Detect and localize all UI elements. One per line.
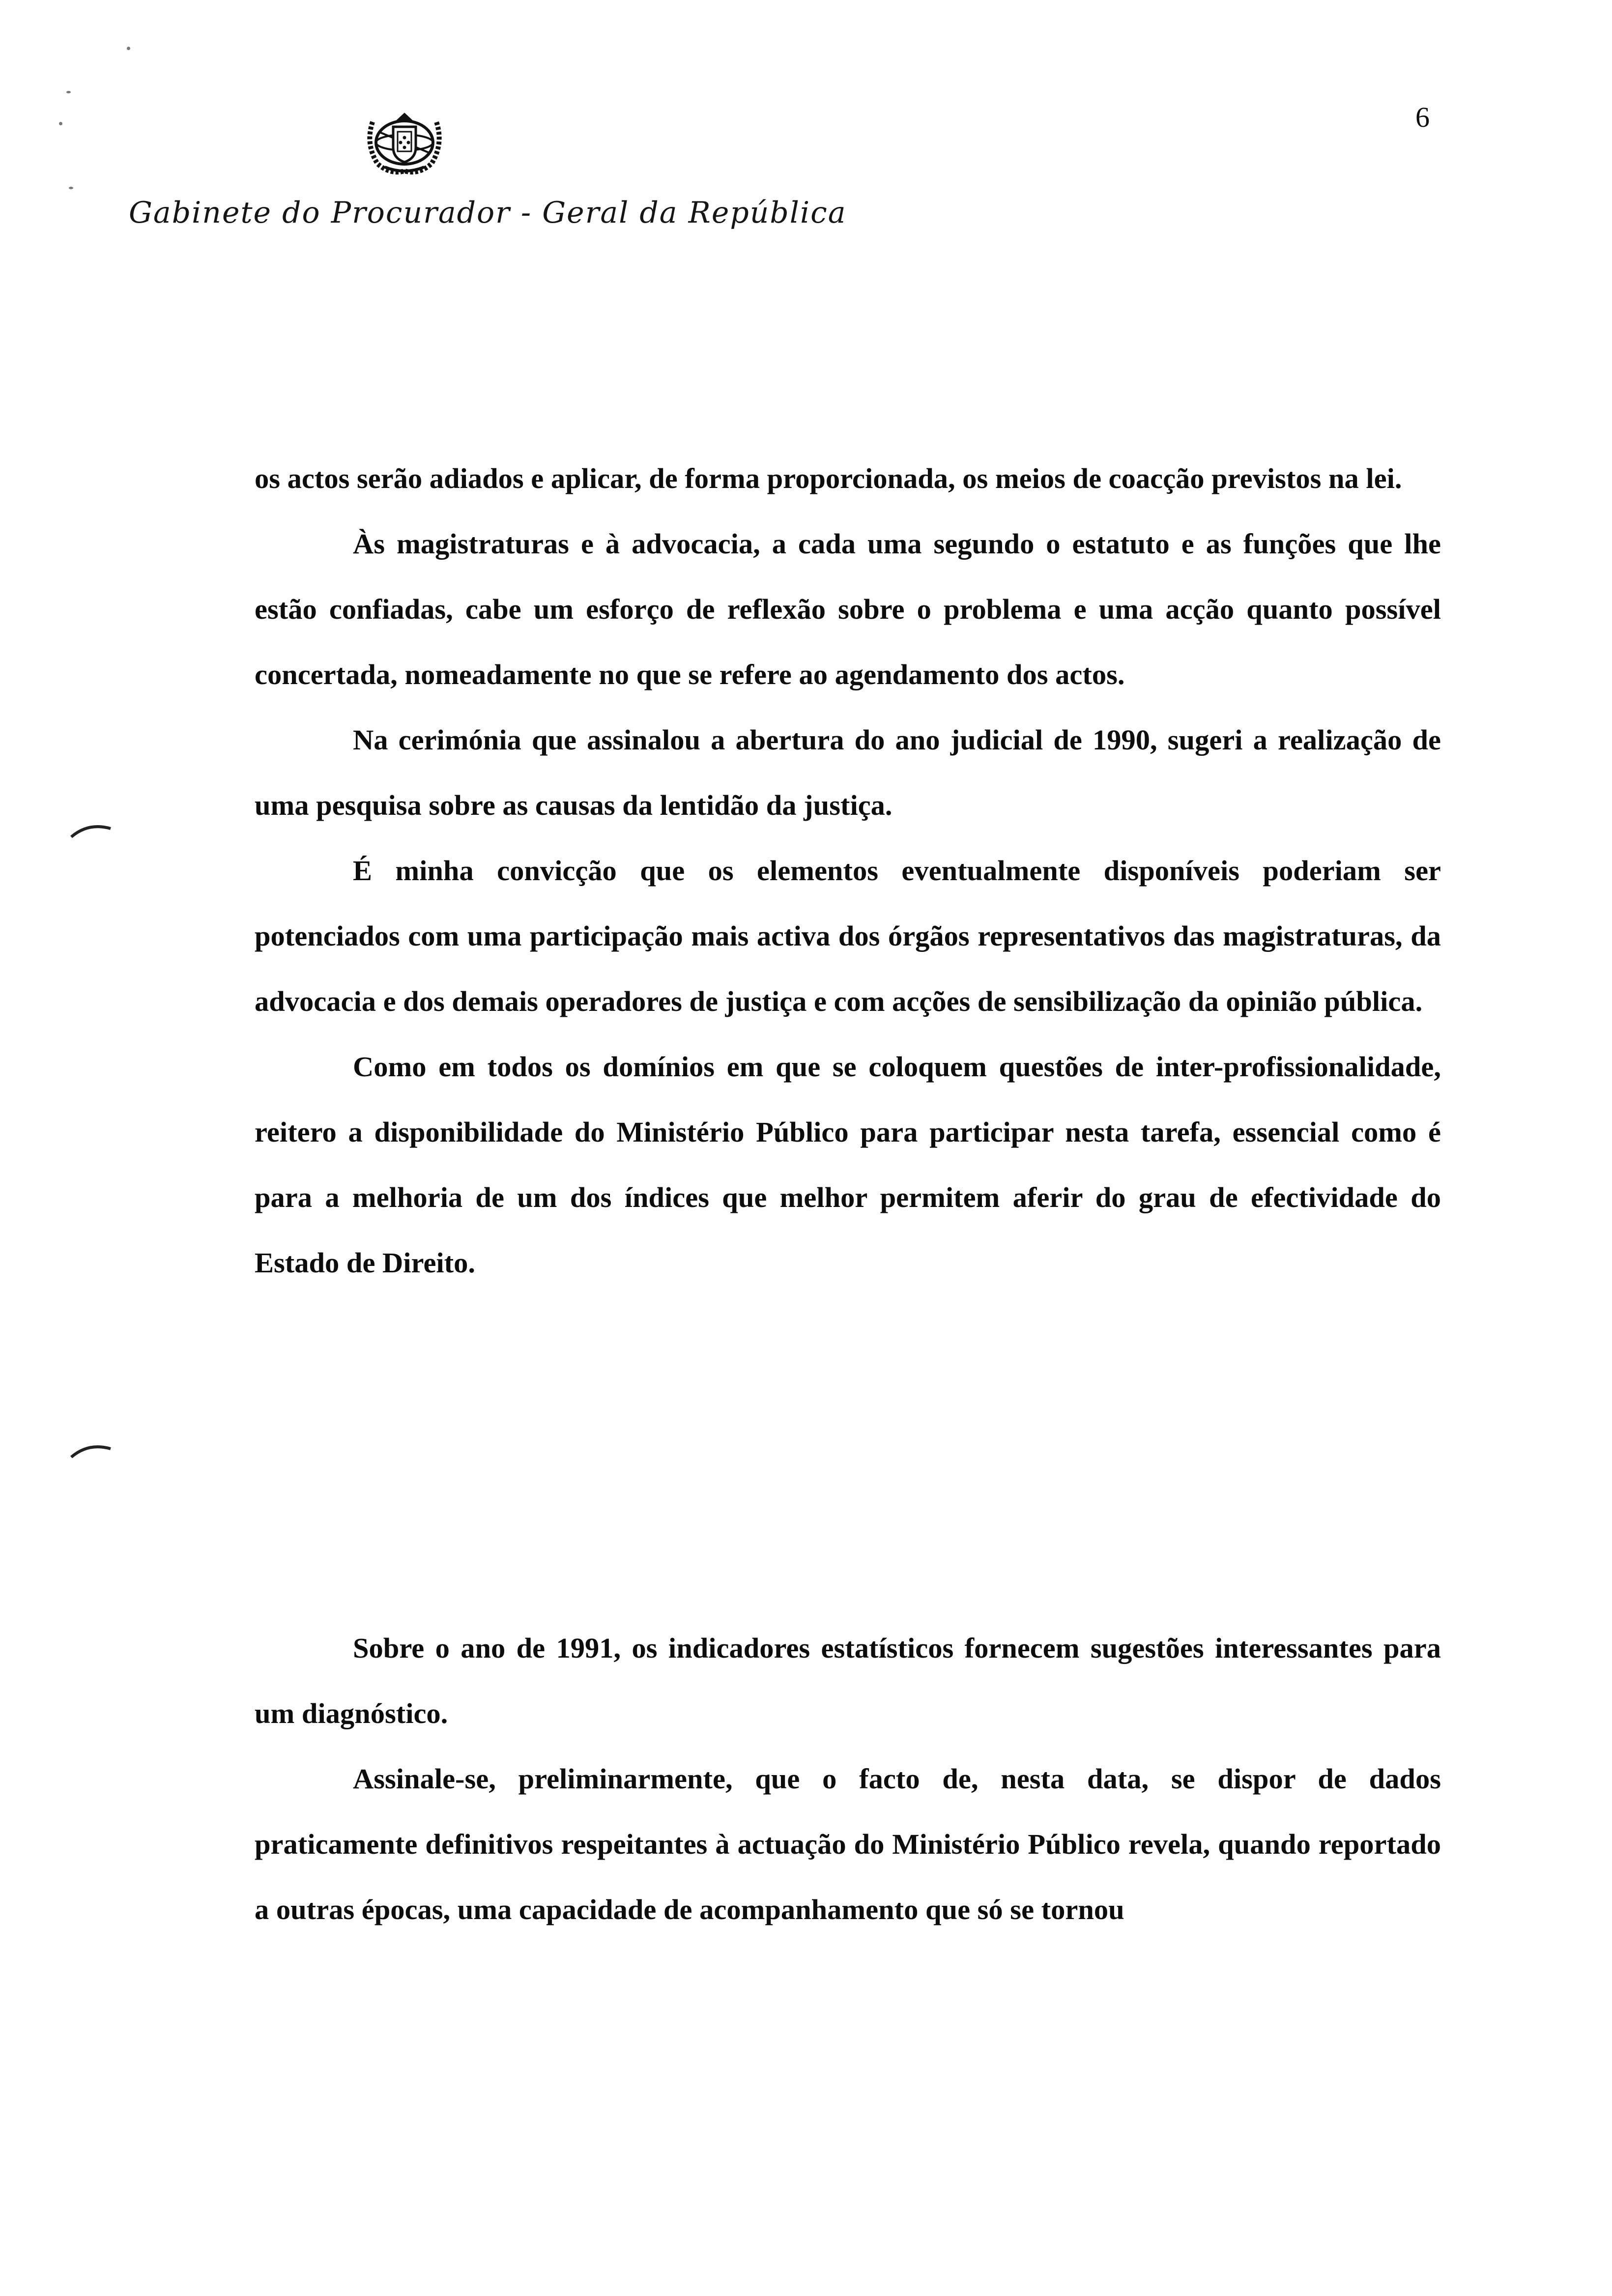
- scan-speck: [59, 122, 62, 125]
- punch-hole-mark: [69, 1440, 113, 1460]
- coat-of-arms-icon: [363, 112, 446, 176]
- paragraph: Assinale-se, preliminarmente, que o facto de, nesta data, se dispor de dados praticamente definitivos respeitantes à actuação do Ministério Público revela, quando reportado a outras épocas, uma capacidade de acompanhamento que só se tornou: [255, 1763, 1441, 1925]
- punch-hole-mark: [69, 820, 113, 839]
- scan-speck: [69, 187, 73, 189]
- paragraph: É minha convicção que os elementos eventualmente disponíveis poderiam ser potenciados com uma participação mais activa dos órgãos representativos das magistraturas, da advocacia e dos demais operadores de justiça e com acções de sensibilização da opinião pública.: [255, 855, 1441, 1017]
- page-number: 6: [1415, 101, 1430, 133]
- paragraph: Na cerimónia que assinalou a abertura do ano judicial de 1990, sugeri a realização de uma pesquisa sobre as causas da lentidão da justiça.: [255, 724, 1441, 821]
- paragraph: Como em todos os domínios em que se coloquem questões de inter-profissionalidade, reitero a disponibilidade do Ministério Público para participar nesta tarefa, essencial como é para a melhoria de um dos índices que melhor permitem aferir do grau de efectividade do Estado de Direito.: [255, 1051, 1441, 1279]
- paragraph: os actos serão adiados e aplicar, de forma proporcionada, os meios de coacção previstos na lei.: [255, 462, 1402, 494]
- scan-speck: [66, 91, 71, 93]
- paragraph: Às magistraturas e à advocacia, a cada uma segundo o estatuto e as funções que lhe estão confiadas, cabe um esforço de reflexão sobre o problema e uma acção quanto possível concertada, nomeadamente no que se refere ao agendamento dos actos.: [255, 528, 1441, 690]
- letterhead: Gabinete do Procurador - Geral da República: [129, 196, 847, 230]
- paragraph: Sobre o ano de 1991, os indicadores estatísticos fornecem sugestões interessantes para um diagnóstico.: [255, 1632, 1441, 1729]
- body-section-2: [255, 1615, 1441, 1942]
- body-section-1: [255, 446, 1441, 1295]
- scan-speck: [127, 47, 130, 50]
